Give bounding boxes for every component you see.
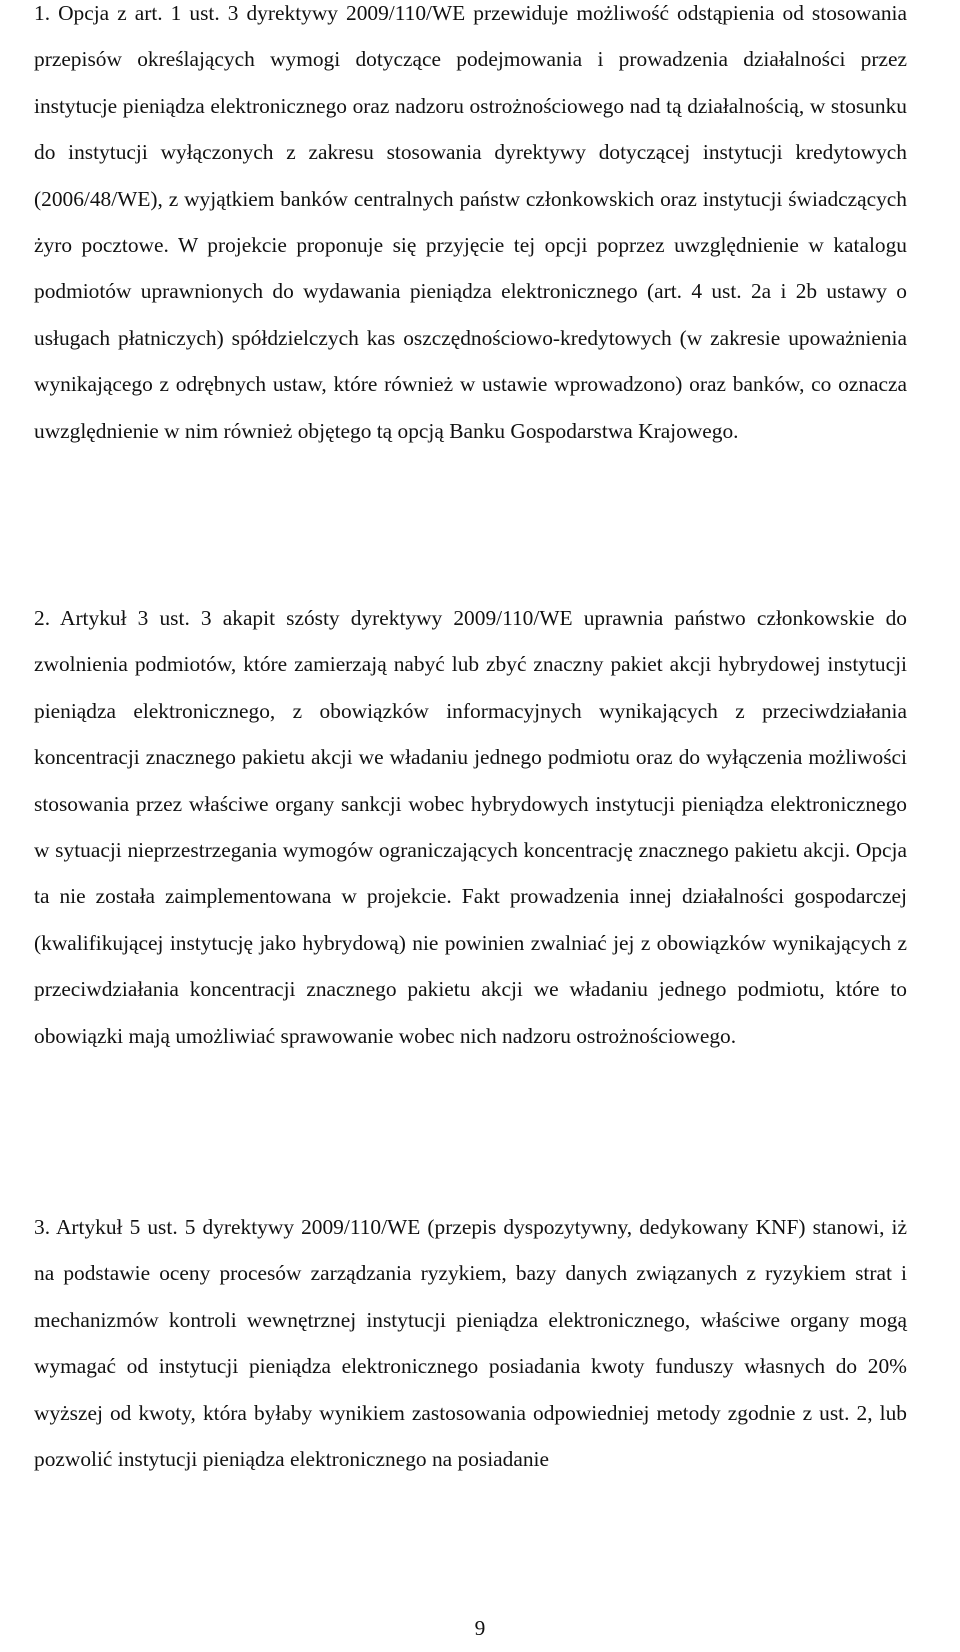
paragraph-item-1: 1. Opcja z art. 1 ust. 3 dyrektywy 2009/110/WE przewiduje możliwość odstąpienia od stosowania przepisów określających wymogi dotyczące podejmowania i prowadzenia działalności przez instytucje pieniądza elektronicznego oraz nadzoru ostrożnościowego nad tą działalnością, w stosunku do instytucji wyłączonych z zakresu stosowania dyrektywy dotyczącej instytucji kredytowych (2006/48/WE), z wyjątkiem banków centralnych państw członkowskich oraz instytucji świadczących żyro pocztowe. W projekcie proponuje się przyjęcie tej opcji poprzez uwzględnienie w katalogu podmiotów uprawnionych do wydawania pieniądza elektronicznego (art. 4 ust. 2a i 2b ustawy o usługach płatniczych) spółdzielczych kas oszczędnościowo-kredytowych (w zakresie upoważnienia wynikającego z odrębnych ustaw, które również w ustawie wprowadzono) oraz banków, co oznacza uwzględnienie w nim również objętego tą opcją Banku Gospodarstwa Krajowego. [34,1,907,443]
paragraph-item-3: 3. Artykuł 5 ust. 5 dyrektywy 2009/110/WE (przepis dyspozytywny, dedykowany KNF) stanowi, iż na podstawie oceny procesów zarządzania ryzykiem, bazy danych związanych z ryzykiem strat i mechanizmów kontroli wewnętrznej instytucji pieniądza elektronicznego, właściwe organy mogą wymagać od instytucji pieniądza elektronicznego posiadania kwoty funduszy własnych do 20% wyższej od kwoty, która byłaby wynikiem zastosowania odpowiedniej metody zgodnie z ust. 2, lub pozwolić instytucji pieniądza elektronicznego na posiadanie [34,1215,907,1472]
paragraph-item-2: 2. Artykuł 3 ust. 3 akapit szósty dyrektywy 2009/110/WE uprawnia państwo członkowskie do zwolnienia podmiotów, które zamierzają nabyć lub zbyć znaczny pakiet akcji hybrydowej instytucji pieniądza elektronicznego, z obowiązków informacyjnych wynikających z przeciwdziałania koncentracji znacznego pakietu akcji we władaniu jednego podmiotu oraz do wyłączenia możliwości stosowania przez właściwe organy sankcji wobec hybrydowych instytucji pieniądza elektronicznego w sytuacji nieprzestrzegania wymogów ograniczających koncentrację znacznego pakietu akcji. Opcja ta nie została zaimplementowana w projekcie. Fakt prowadzenia innej działalności gospodarczej (kwalifikującej instytucję jako hybrydową) nie powinien zwalniać jej z obowiązków wynikających z przeciwdziałania koncentracji znacznego pakietu akcji we władaniu jednego podmiotu, które to obowiązki mają umożliwiać sprawowanie wobec nich nadzoru ostrożnościowego. [34,606,907,1048]
page-number: 9 [474,1616,486,1640]
